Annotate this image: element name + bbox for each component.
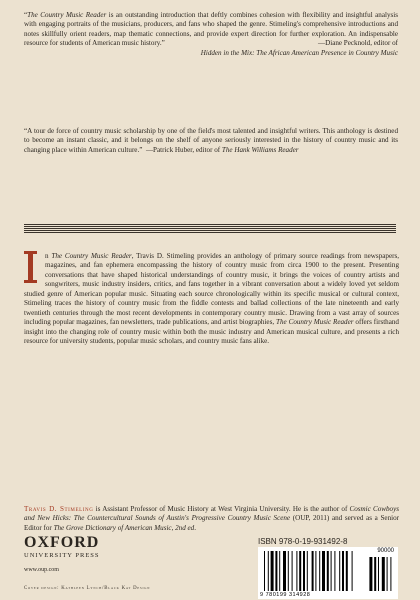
price-bar [382,557,385,591]
barcode-bar [307,551,308,591]
price-bar [369,557,372,591]
review-quote-2: “A tour de force of country music scholarship by one of the field's most talented and insightful writers. This anthology is destined to become an instant classic, and it belongs on the shelf of anyone seriously interested in the history of country music and its changing place within American culture.” —Patrick Huber, editor of The Hank Williams Reader [24,127,398,154]
cover-credit: Cover design: Kathleen Lynch/Black Kat Design [24,586,151,591]
price-code: 90000 [377,548,394,554]
price-bar [390,557,391,591]
quote1-text: is an outstanding introduction that deftly combines cohesion with flexibility and insightful analysis with engaging portraits of the musicians, producers, and fans who shaped the genre. Stimeling's comprehensive introductions and notes skillfully orient readers, map thematic connections, and provide expert direction for further exploration. An indispensable resource for students of American music history. [24,11,398,48]
barcode-bar [275,551,277,591]
barcode-bar [352,551,353,591]
barcode-bar [315,551,316,591]
price-bar [387,557,388,591]
description-title: The Country Music Reader [51,252,132,260]
isbn-text: ISBN 978-0-19-931492-8 [258,537,348,546]
barcode-bar [288,551,289,591]
barcode-bar [346,551,348,591]
quote1-attribution: —Diane Pecknold, editor of [318,39,398,48]
review-quote-1: “The Country Music Reader is an outstanding introduction that deftly combines cohesion with flexibility and insightful analysis with engaging portraits of the musicians, producers, and fans who shaped the genre. Stimeling's comprehensive introductions and notes skillfully orient readers, map thematic connections, and provide expert direction for further exploration. An indispensable resource for students of American music history.” —Diane Pecknold, editor of Hidden in the Mix: The African American Presence in Country Music [24,11,398,57]
description-text-2: offers firsthand insight into the changing role of country music within both the music industry and American musical culture, and presents a rich resource for university students, popular music scholars, and country music fans alike. [24,318,399,346]
barcode-bar [268,551,269,591]
publisher-block [24,534,100,573]
barcode-bar [342,551,344,591]
quote1-work: Hidden in the Mix: The African American Presence in Country Music [200,48,398,57]
ean-digits: 9 780199 314928 [260,592,311,598]
drop-cap-i-ornament [24,251,41,283]
barcode [258,547,398,599]
barcode-bar [303,551,305,591]
barcode-bar [279,551,280,591]
price-bar [374,557,376,591]
author-name: Travis D. Stimeling [24,505,94,513]
author-book-2: The Grove Dictionary of American Music, 2nd ed [53,523,195,532]
publisher-url: www.oup.com [24,567,59,573]
author-book-1: Cosmic Cowboys and New Hicks: The Countercultural Sounds of Austin's Progressive Country Music Scene [24,505,399,523]
barcode-bar [334,551,335,591]
barcode-bar [271,551,274,591]
book-description [24,252,399,347]
quote1-book-title: The Country Music Reader [27,11,107,19]
oxford-logo: OXFORD [24,534,100,551]
price-bar [378,557,379,591]
barcode-bar [292,551,293,591]
barcode-bar [319,551,320,591]
barcode-bar [312,551,314,591]
barcode-bar [339,551,340,591]
description-prefix: n [45,252,49,260]
barcode-bar [264,551,265,591]
barcode-bar [283,551,286,591]
quote2-author: Patrick Huber [153,145,193,154]
barcode-bar [327,551,329,591]
quote2-text: A tour de force of country music scholarship by one of the field's most talented and insightful writers. This anthology is destined to become an instant classic, and it belongs on the shelf of anyone seriously interested in the history of country music and its changing place within American culture. [24,127,398,154]
barcode-bar [331,551,332,591]
description-title-2: The Country Music Reader [276,318,354,327]
barcode-bar [296,551,297,591]
barcode-bar [299,551,301,591]
description-text-1: , Travis D. Stimeling provides an anthology of primary source readings from newspapers, magazines, and fan ephemera encompassing the history of country music from circa 1900 to the present. Presenting conversations that have shaped historical understandings of country music, it brings the voices of country artists and songwriters, music industry insiders, critics, and fans together in a vibrant conversation about a widely loved yet seldom studied genre of American popular music. Situating each source chronologically within its specific musical or cultural context, Stimeling traces the history of country music from the fiddle contests and ballad collections of the late nineteenth and early twentieth centuries through the most recent developments in contemporary country music. Drawing from a vast array of sources including popular magazines, fan newsletters, trade publications, and artist biographies, [24,252,399,327]
quote2-work: The Hank Williams Reader [221,145,299,154]
quote1-author: Diane Pecknold [325,39,371,48]
publisher-press: UNIVERSITY PRESS [24,552,100,559]
author-bio: Travis D. Stimeling is Assistant Professor of Music History at West Virginia University. He is the author of Cosmic Cowboys and New Hicks: The Countercultural Sounds of Austin's Progressive Country Music Scene (OUP, 2011) and served as a Senior Editor for The Grove Dictionary of American Music, 2nd ed. [24,505,399,532]
staff-lines-ornament [24,224,396,233]
barcode-bar [322,551,325,591]
